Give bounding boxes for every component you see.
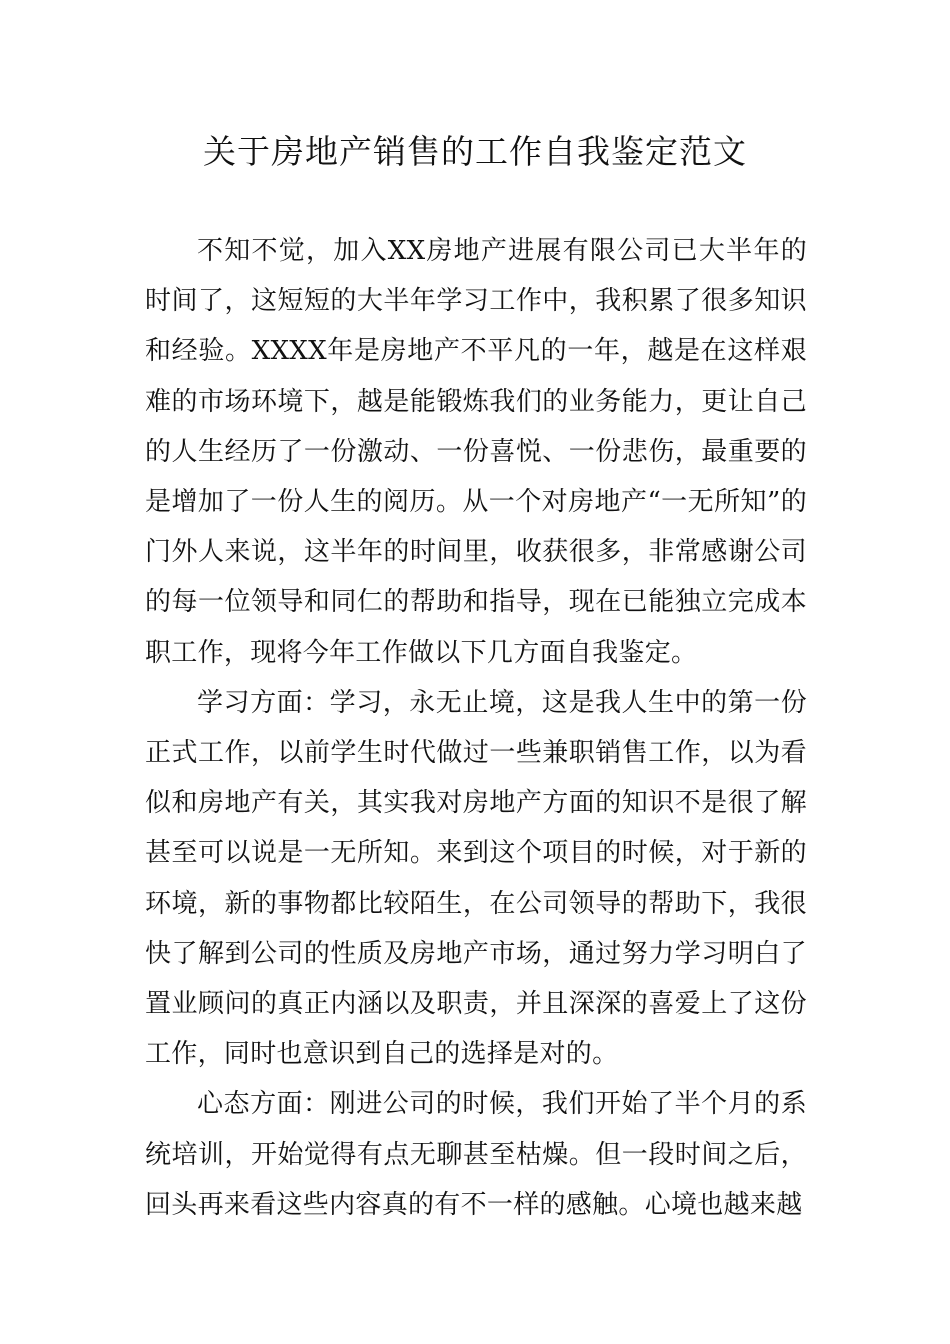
document-title: 关于房地产销售的工作自我鉴定范文: [203, 132, 747, 171]
paragraph-mindset: 心态方面：刚进公司的时候，我们开始了半个月的系统培训，开始觉得有点无聊甚至枯燥。但一段时间之后，回头再来看这些内容真的有不一样的感触。心境也越来越: [145, 1089, 807, 1220]
paragraph-study: 学习方面：学习，永无止境，这是我人生中的第一份正式工作，以前学生时代做过一些兼职销售工作，以为看似和房地产有关，其实我对房地产方面的知识不是很了解甚至可以说是一无所知。来到这个项目的时候，对于新的环境，新的事物都比较陌生，在公司领导的帮助下，我很快了解到公司的性质及房地产市场，通过努力学习明白了置业顾问的真正内涵以及职责，并且深深的喜爱上了这份工作，同时也意识到自己的选择是对的。: [145, 687, 807, 1070]
paragraph-intro: 不知不觉，加入XX房地产进展有限公司已大半年的时间了，这短短的大半年学习工作中，我积累了很多知识和经验。XXXX年是房地产不平凡的一年，越是在这样艰难的市场环境下，越是能锻炼我们的业务能力，更让自己的人生经历了一份激动、一份喜悦、一份悲伤，最重要的是增加了一份人生的阅历。从一个对房地产“一无所知”的门外人来说，这半年的时间里，收获很多，非常感谢公司的每一位领导和同仁的帮助和指导，现在已能独立完成本职工作，现将今年工作做以下几方面自我鉴定。: [145, 236, 807, 668]
document-body: [145, 226, 807, 1230]
